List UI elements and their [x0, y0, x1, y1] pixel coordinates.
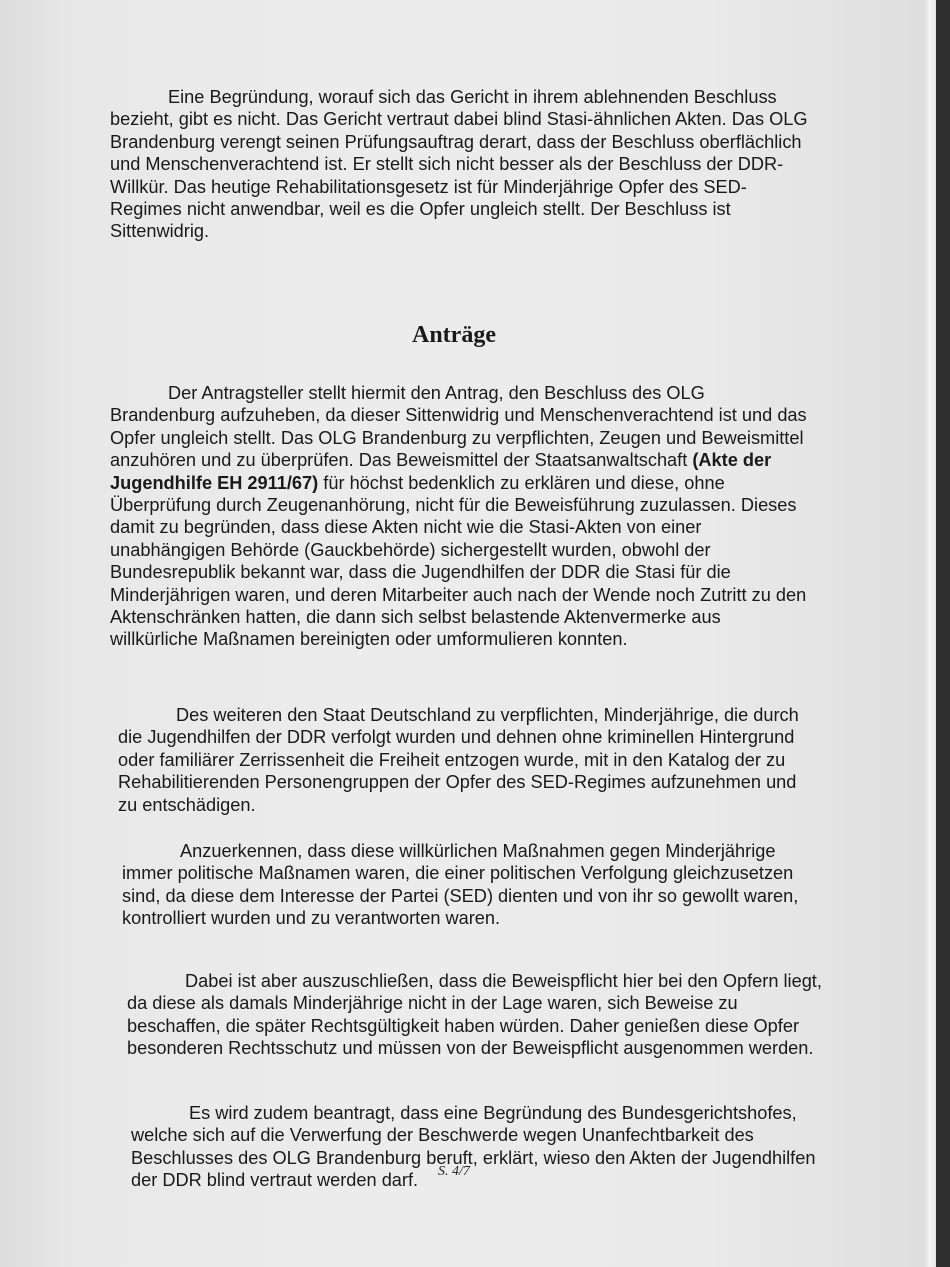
paragraph-recognition: Anzuerkennen, dass diese willkürlichen Maßnahmen gegen Minderjährige immer politische Maßnamen waren, die einer politischen Verfolgung gleichzusetzen sind, da diese dem Interesse der Partei (SED) dienten und von ihr so gewollt waren, kontrolliert wurden und zu verantworten waren.: [122, 841, 799, 929]
page-number: S. 4/7: [438, 1164, 470, 1179]
paragraph-burden-of-proof: Dabei ist aber auszuschließen, dass die Beweispflicht hier bei den Opfern liegt, da diese als damals Minderjährige nicht in der Lage waren, sich Beweise zu beschaffen, die später Rechtsgültigkeit haben würden. Daher genießen diese Opfer besonderen Rechtsschutz und müssen von der Beweispflicht ausgenommen werden.: [127, 971, 822, 1059]
page-edge: [922, 0, 936, 1267]
paragraph-motion-part-2: für höchst bedenklich zu erklären und diese, ohne Überprüfung durch Zeugenanhörung, nicht für die Beweisführung zuzulassen. Dieses damit zu begründen, dass diese Akten nicht wie die Stasi-Akten von einer unabhängigen Behörde (Gauckbehörde) sichergestellt wurden, obwohl der Bundesrepublik bekannt war, dass die Jugendhilfen der DDR die Stasi für die Minderjährigen waren, und deren Mitarbeiter auch nach der Wende noch Zutritt zu den Aktenschränken hatten, die dann sich selbst belastende Aktenvermerke aus willkürliche Maßnamen bereinigten oder umformulieren konnten.: [110, 472, 807, 650]
file-reference: (Akte der Jugendhilfe EH 2911/67): [110, 450, 772, 493]
paragraph-motion: [110, 382, 810, 651]
paragraph-motion-part-1: Der Antragsteller stellt hiermit den Antrag, den Beschluss des OLG Brandenburg aufzuheben, da dieser Sittenwidrig und Menschenverachtend ist und das Opfer ungleich stellt. Das OLG Brandenburg zu verpflichten, Zeugen und Beweismittel anzuhören und zu überprüfen. Das Beweismittel der Staatsanwaltschaft: [110, 383, 807, 471]
paragraph-state-obligation: Des weiteren den Staat Deutschland zu verpflichten, Minderjährige, die durch die Jugendhilfen der DDR verfolgt wurden und dehnen ohne kriminellen Hintergrund oder familiärer Zerrissenheit die Freiheit entzogen wurde, mit in den Katalog der zu Rehabilitierenden Personengruppen der Opfer des SED-Regimes aufzunehmen und zu entschädigen.: [118, 705, 799, 815]
paragraph-federal-court: Es wird zudem beantragt, dass eine Begründung des Bundesgerichtshofes, welche sich auf die Verwerfung der Beschwerde wegen Unanfechtbarkeit des Beschlusses des OLG Brandenburg beruft, erklärt, wieso den Akten der Jugendhilfen der DDR blind vertraut werden darf.: [131, 1103, 816, 1191]
paragraph-justification: Eine Begründung, worauf sich das Gericht in ihrem ablehnenden Beschluss bezieht, gibt es nicht. Das Gericht vertraut dabei blind Stasi-ähnlichen Akten. Das OLG Brandenburg verengt seinen Prüfungsauftrag derart, dass der Beschluss oberflächlich und Menschenverachtend ist. Er stellt sich nicht besser als der Beschluss der DDR-Willkür. Das heutige Rehabilitationsgesetz ist für Minderjährige Opfer des SED-Regimes nicht anwendbar, weil es die Opfer ungleich stellt. Der Beschluss ist Sittenwidrig.: [110, 87, 808, 242]
section-heading: Anträge: [412, 322, 496, 348]
